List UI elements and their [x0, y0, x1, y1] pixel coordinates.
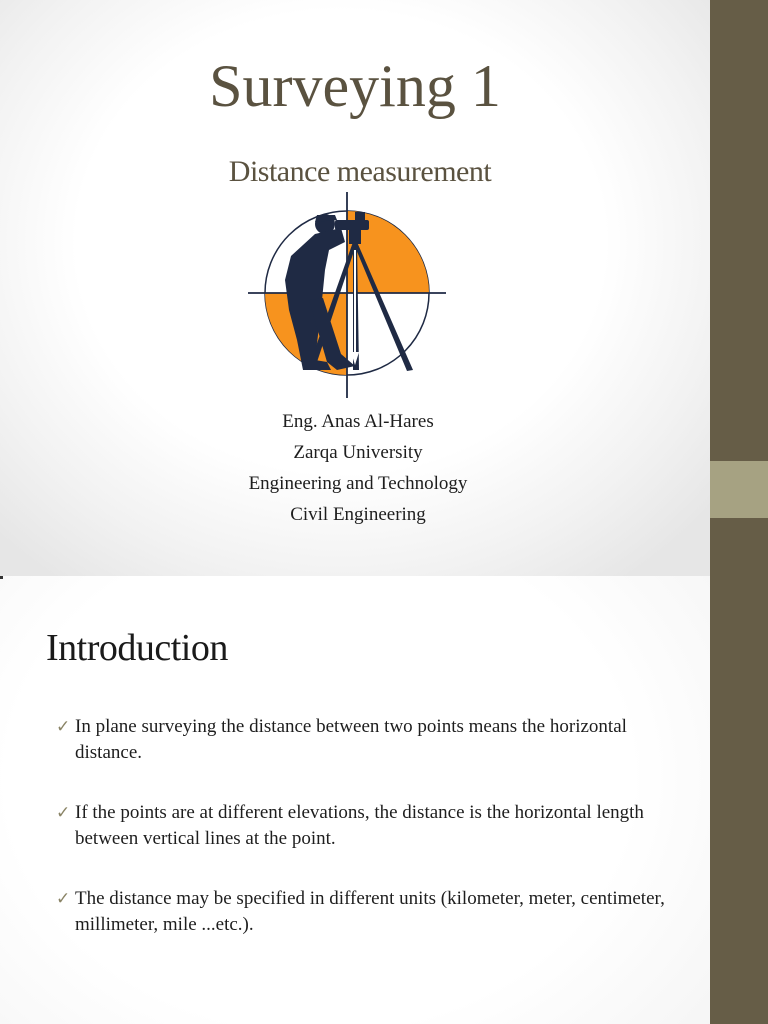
bullet-text: In plane surveying the distance between two points means the horizontal distance. [75, 716, 627, 763]
bullet-text: If the points are at different elevations, the distance is the horizontal length between vertical lines at the point. [75, 802, 644, 849]
author-name: Eng. Anas Al-Hares [282, 411, 434, 432]
list-item [56, 800, 676, 852]
slide-subtitle: Distance measurement [228, 155, 492, 188]
slide-title: Surveying 1 [209, 53, 501, 119]
bullet-list [56, 714, 676, 972]
list-item [56, 714, 676, 766]
section-heading: Introduction [46, 627, 228, 669]
sidebar-accent [710, 461, 768, 518]
list-item [56, 886, 676, 938]
checkmark-icon: ✓ [56, 889, 71, 909]
university-name: Zarqa University [293, 442, 423, 463]
slide-divider [0, 576, 3, 579]
surveyor-with-theodolite-icon [245, 190, 450, 400]
faculty-name: Engineering and Technology [248, 473, 468, 494]
bullet-text: The distance may be specified in different units (kilometer, meter, centimeter, millimeter, mile ...etc.). [75, 888, 665, 935]
author-info [0, 406, 716, 530]
checkmark-icon: ✓ [56, 803, 71, 823]
checkmark-icon: ✓ [56, 717, 71, 737]
department-name: Civil Engineering [290, 504, 426, 525]
